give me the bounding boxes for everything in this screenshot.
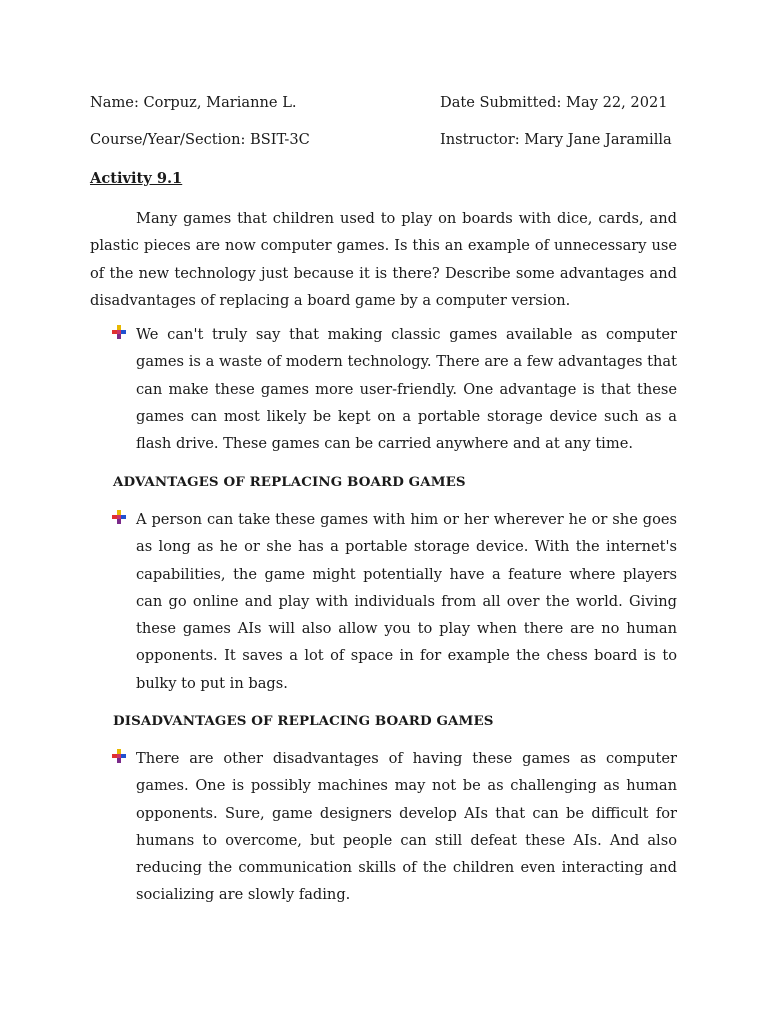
- date-submitted: Date Submitted: May 22, 2021: [440, 94, 668, 111]
- student-name: Name: Corpuz, Marianne L.: [90, 94, 297, 111]
- four-color-arrow-bullet-icon: [112, 749, 126, 763]
- activity-title: Activity 9.1: [90, 170, 183, 187]
- activity-prompt: Many games that children used to play on boards with dice, cards, and plastic pieces are now computer games. Is this an example of unnecessary use of the new technology just because it is there? Describe some advantages and disadvantages of replacing a board game by a computer version.: [90, 210, 677, 309]
- four-color-arrow-bullet-icon: [112, 325, 126, 339]
- four-color-arrow-bullet-icon: [112, 510, 126, 524]
- disadvantages-heading: DISADVANTAGES OF REPLACING BOARD GAMES: [113, 713, 494, 729]
- course-year-section: Course/Year/Section: BSIT-3C: [90, 131, 310, 148]
- advantages-bullet: [90, 506, 677, 697]
- disadvantages-text: There are other disadvantages of having these games as computer games. One is possibly machines may not be as challenging as human opponents. Sure, game designers develop AIs that can be difficult for humans to overcome, but people can still defeat these AIs. And also reducing the communication skills of the children even interacting and socializing are slowly fading.: [136, 750, 677, 904]
- advantages-text: A person can take these games with him or her wherever he or she goes as long as he or she has a portable storage device. With the internet's capabilities, the game might potentially have a feature where players can go online and play with individuals from all over the world. Giving these games AIs will also allow you to play when there are no human opponents. It saves a lot of space in for example the chess board is to bulky to put in bags.: [136, 511, 677, 692]
- answer-intro-text: We can't truly say that making classic games available as computer games is a waste of modern technology. There are a few advantages that can make these games more user-friendly. One advantage is that these games can most likely be kept on a portable storage device such as a flash drive. These games can be carried anywhere and at any time.: [136, 326, 677, 453]
- instructor: Instructor: Mary Jane Jaramilla: [440, 131, 672, 148]
- answer-intro-bullet: [90, 321, 677, 457]
- advantages-heading: ADVANTAGES OF REPLACING BOARD GAMES: [113, 474, 466, 490]
- disadvantages-bullet: [90, 745, 677, 909]
